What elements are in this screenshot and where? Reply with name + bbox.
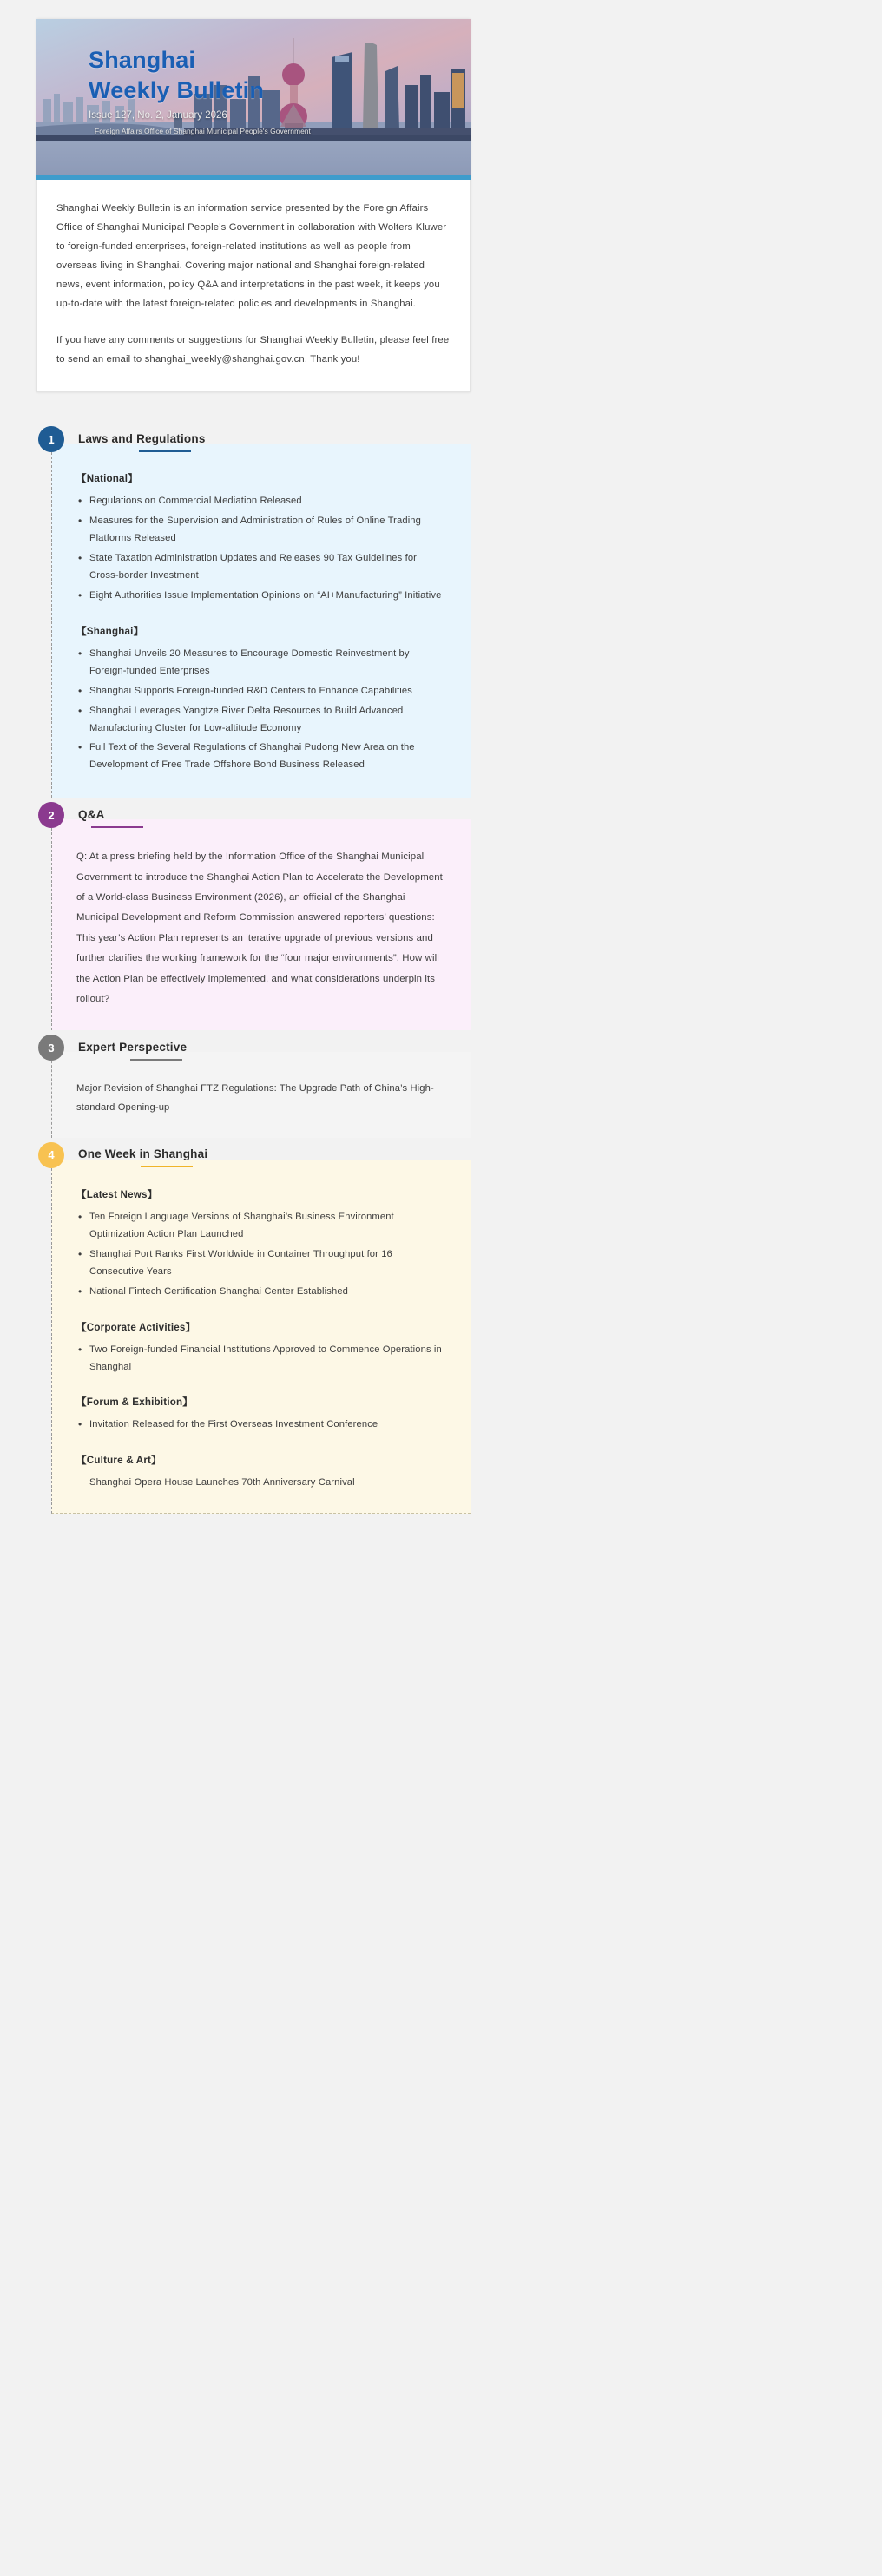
section-3 — [36, 1030, 471, 1138]
section-title: Q&A — [78, 808, 105, 823]
group-item-list — [76, 1342, 448, 1377]
section-group — [76, 624, 448, 775]
list-item[interactable]: • Shanghai Supports Foreign-funded R&D Centers to Enhance Capabilities — [76, 683, 448, 700]
section-panel — [51, 444, 471, 798]
section-4 — [36, 1138, 471, 1514]
section-panel — [51, 1160, 471, 1514]
section-number-badge: 4 — [38, 1142, 64, 1168]
hero-title — [89, 45, 264, 105]
group-label: 【Latest News】 — [76, 1188, 158, 1200]
intro-paragraph-1: Shanghai Weekly Bulletin is an information service presented by the Foreign Affairs Office of Shanghai Municipal People’s Government in collaboration with Wolters Kluwer to foreign-funded enterprises, foreign-related institutions as well as people from overseas living in Shanghai. Covering major national and Shanghai foreign-related news, event information, policy Q&A and interpretations in the past week, it keeps you up-to-date with the latest foreign-related policies and developments in Shanghai. — [56, 203, 447, 310]
list-item[interactable]: • Shanghai Unveils 20 Measures to Encourage Domestic Reinvestment by Foreign-funded Enterprises — [76, 646, 448, 680]
section-group — [76, 1395, 448, 1434]
group-label: 【Culture & Art】 — [76, 1455, 161, 1467]
section-number-badge: 1 — [38, 426, 64, 452]
section-panel — [51, 819, 471, 1030]
section-header — [36, 798, 471, 832]
qa-question-text: Q: At a press briefing held by the Information Office of the Shanghai Municipal Government to introduce the Shanghai Action Plan to Accelerate the Development of a World-class Business Environment (2026), an official of the Shanghai Municipal Development and Reform Commission answered reporters’ questions: This year’s Action Plan represents an iterative upgrade of previous versions and further clarifies the working framework for the “four major environments”. How will the Action Plan be effectively implemented, and what considerations underpin its rollout? — [76, 851, 443, 1004]
section-group — [76, 1453, 448, 1492]
section-header — [36, 1138, 471, 1173]
section-group — [76, 471, 448, 605]
list-item[interactable]: • Measures for the Supervision and Administration of Rules of Online Trading Platforms Released — [76, 513, 448, 548]
hero-title-line1: Shanghai — [89, 47, 196, 73]
intro-card — [36, 180, 471, 392]
section-group — [76, 1187, 448, 1301]
list-item[interactable]: • Full Text of the Several Regulations of Shanghai Pudong New Area on the Development of Free Trade Offshore Bond Business Released — [76, 739, 448, 774]
section-title: One Week in Shanghai — [78, 1147, 207, 1162]
hero-title-line2: Weekly Bulletin — [89, 76, 265, 103]
hero-issue-line: Issue 127, No. 2, January 2026 — [89, 110, 227, 121]
section-group — [76, 1320, 448, 1377]
section-1 — [36, 422, 471, 798]
list-item[interactable]: • Regulations on Commercial Mediation Released — [76, 493, 448, 510]
list-item[interactable]: • Shanghai Leverages Yangtze River Delta Resources to Build Advanced Manufacturing Cluster for Low-altitude Economy — [76, 703, 448, 738]
section-number-badge: 2 — [38, 802, 64, 828]
hero-banner-image — [36, 19, 471, 175]
hero-card — [36, 19, 471, 392]
group-item-list — [76, 1209, 448, 1301]
list-item[interactable]: • State Taxation Administration Updates and Releases 90 Tax Guidelines for Cross-border Investment — [76, 550, 448, 585]
section-2 — [36, 798, 471, 1030]
list-item[interactable]: • Shanghai Port Ranks First Worldwide in Container Throughput for 16 Consecutive Years — [76, 1246, 448, 1281]
sections-container — [0, 422, 507, 1514]
group-label: 【National】 — [76, 473, 138, 485]
group-item-list — [76, 1416, 448, 1434]
section-number-badge: 3 — [38, 1035, 64, 1061]
expert-perspective-text: Major Revision of Shanghai FTZ Regulations: The Upgrade Path of China’s High-standard Opening-up — [76, 1083, 434, 1113]
hero-organization-line: Foreign Affairs Office of Shanghai Municipal People's Government — [95, 127, 311, 135]
plain-item[interactable]: Shanghai Opera House Launches 70th Anniversary Carnival — [89, 1477, 355, 1488]
section-title-underline — [130, 1059, 182, 1061]
list-item[interactable]: • Ten Foreign Language Versions of Shanghai’s Business Environment Optimization Action Plan Launched — [76, 1209, 448, 1244]
section-title-underline — [91, 826, 143, 828]
list-item[interactable]: • Invitation Released for the First Overseas Investment Conference — [76, 1416, 448, 1434]
section-title-underline — [141, 1166, 193, 1168]
list-item[interactable]: • National Fintech Certification Shanghai Center Established — [76, 1284, 448, 1301]
section-header — [36, 422, 471, 457]
group-item-list — [76, 493, 448, 605]
section-title-underline — [139, 450, 191, 452]
group-label: 【Forum & Exhibition】 — [76, 1396, 194, 1409]
group-item-list — [76, 646, 448, 775]
section-title: Expert Perspective — [78, 1041, 187, 1055]
group-label: 【Corporate Activities】 — [76, 1321, 196, 1333]
section-title: Laws and Regulations — [78, 432, 206, 447]
section-header — [36, 1030, 471, 1065]
intro-paragraph-2: If you have any comments or suggestions for Shanghai Weekly Bulletin, please feel free to send an email to shanghai_weekly@shanghai.gov.cn. Thank you! — [56, 335, 450, 365]
group-label: 【Shanghai】 — [76, 625, 144, 637]
list-item[interactable]: • Eight Authorities Issue Implementation Opinions on “AI+Manufacturing” Initiative — [76, 588, 448, 605]
list-item[interactable]: • Two Foreign-funded Financial Institutions Approved to Commence Operations in Shanghai — [76, 1342, 448, 1377]
